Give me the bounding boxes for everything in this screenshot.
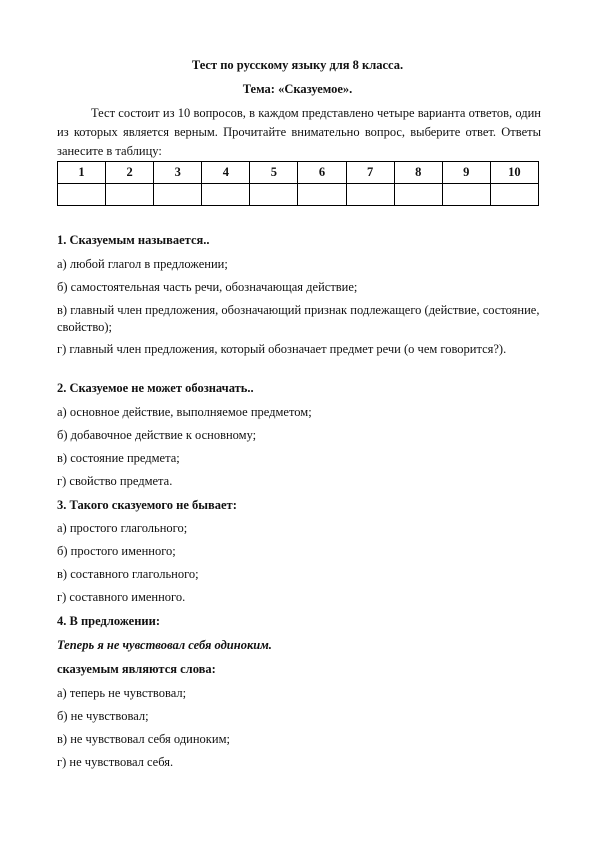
- answer-table-header-cell: 9: [442, 162, 490, 184]
- answer-cell[interactable]: [442, 184, 490, 206]
- answer-cell[interactable]: [250, 184, 298, 206]
- answer-table-header-cell: 2: [106, 162, 154, 184]
- answer-table-header-cell: 4: [202, 162, 250, 184]
- question-2-title: 2. Сказуемое не может обозначать..: [57, 381, 254, 395]
- document-title: Тест по русскому языку для 8 класса.: [191, 58, 404, 72]
- question-1-option-b: б) самостоятельная часть речи, обозначающая действие;: [57, 280, 358, 294]
- question-3-title: 3. Такого сказуемого не бывает:: [57, 498, 237, 512]
- answer-table-header-cell: 8: [394, 162, 442, 184]
- answer-cell[interactable]: [394, 184, 442, 206]
- question-1-option-c: в) главный член предложения, обозначающий признак подлежащего (действие, состояние, свойство);: [57, 303, 540, 334]
- answer-table-header-cell: 10: [490, 162, 538, 184]
- answer-table-header-cell: 6: [298, 162, 346, 184]
- question-4-subtitle: сказуемым являются слова:: [57, 662, 216, 676]
- question-3-option-c: в) составного глагольного;: [57, 567, 199, 581]
- answer-table-header-cell: 5: [250, 162, 298, 184]
- question-4-option-a: а) теперь не чувствовал;: [57, 686, 187, 700]
- question-3-option-b: б) простого именного;: [57, 544, 176, 558]
- answer-table: [57, 161, 539, 206]
- answer-table-header-row: [58, 162, 539, 184]
- answer-cell[interactable]: [346, 184, 394, 206]
- answer-cell[interactable]: [154, 184, 202, 206]
- question-4-option-d: г) не чувствовал себя.: [57, 755, 174, 769]
- question-4-option-c: в) не чувствовал себя одиноким;: [57, 732, 230, 746]
- question-2-option-c: в) состояние предмета;: [57, 451, 180, 465]
- question-3-option-d: г) составного именного.: [57, 590, 186, 604]
- answer-table-answer-row: [58, 184, 539, 206]
- intro-paragraph: Тест состоит из 10 вопросов, в каждом представлено четыре варианта ответов, один из которых является верным. Прочитайте внимательно вопрос, выберите ответ. Ответы занесите в таблицу:: [57, 106, 541, 158]
- question-1-option-a: а) любой глагол в предложении;: [57, 257, 228, 271]
- question-1-option-d: г) главный член предложения, который обозначает предмет речи (о чем говорится?).: [57, 342, 507, 356]
- answer-table-header-cell: 1: [58, 162, 106, 184]
- question-4-option-b: б) не чувствовал;: [57, 709, 149, 723]
- question-4-title: 4. В предложении:: [57, 614, 160, 628]
- answer-cell[interactable]: [490, 184, 538, 206]
- question-2-option-b: б) добавочное действие к основному;: [57, 428, 257, 442]
- answer-cell[interactable]: [202, 184, 250, 206]
- answer-cell[interactable]: [58, 184, 106, 206]
- answer-cell[interactable]: [106, 184, 154, 206]
- question-2-option-d: г) свойство предмета.: [57, 474, 173, 488]
- question-2-option-a: а) основное действие, выполняемое предметом;: [57, 405, 312, 419]
- question-1-title: 1. Сказуемым называется..: [57, 233, 210, 247]
- question-4-sentence: Теперь я не чувствовал себя одиноким.: [57, 638, 272, 652]
- answer-cell[interactable]: [298, 184, 346, 206]
- question-3-option-a: а) простого глагольного;: [57, 521, 188, 535]
- answer-table-header-cell: 7: [346, 162, 394, 184]
- document-topic: Тема: «Сказуемое».: [242, 82, 353, 96]
- answer-table-header-cell: 3: [154, 162, 202, 184]
